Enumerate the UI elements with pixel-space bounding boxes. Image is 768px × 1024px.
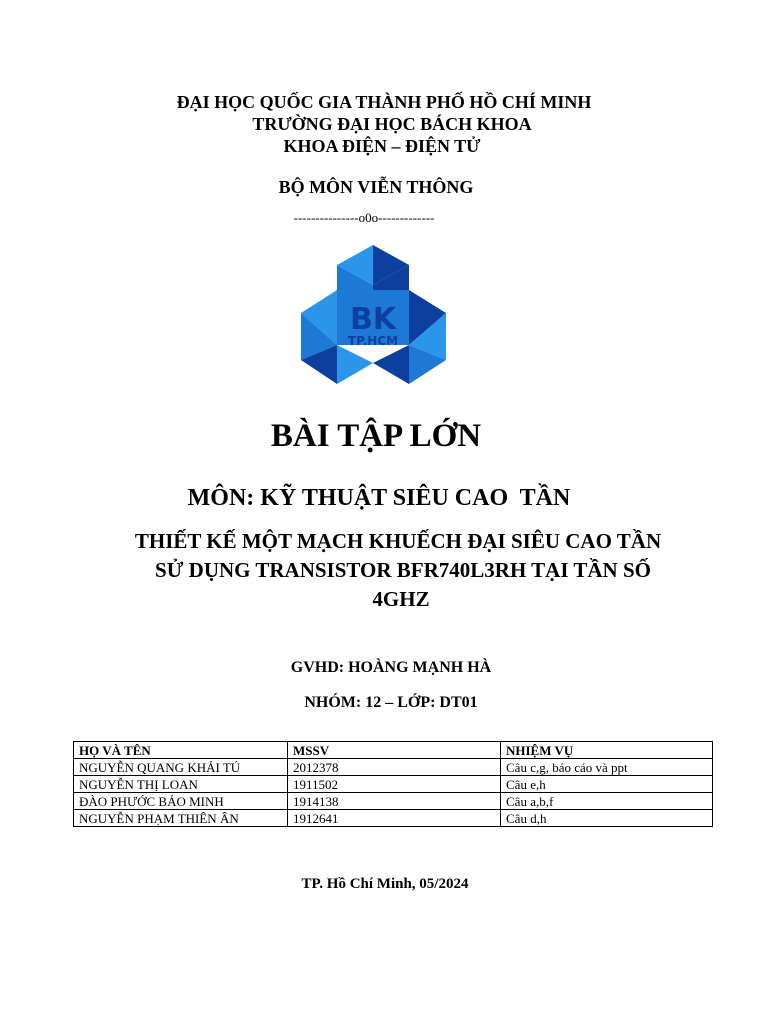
member-student-id: 1912641 xyxy=(288,810,501,827)
department-name: BỘ MÔN VIỄN THÔNG xyxy=(278,177,474,197)
member-name: ĐÀO PHƯỚC BẢO MINH xyxy=(74,793,288,810)
header-task: NHIỆM VỤ xyxy=(501,742,713,759)
table-row xyxy=(74,793,713,810)
topic-line-3: 4GHZ xyxy=(372,587,430,611)
table-row xyxy=(74,810,713,827)
header-name: HỌ VÀ TÊN xyxy=(74,742,288,759)
logo-text-main: BK xyxy=(349,302,397,337)
advisor: GVHD: HOÀNG MẠNH HÀ xyxy=(290,659,492,676)
logo-bottom-left-light xyxy=(337,345,373,384)
member-task: Câu d,h xyxy=(501,810,713,827)
logo-bottom-right-dark xyxy=(373,345,409,384)
table-row xyxy=(74,759,713,776)
subject-title: MÔN: KỸ THUẬT SIÊU CAO TẦN xyxy=(187,485,571,511)
member-task: Câu e,h xyxy=(501,776,713,793)
group-class: NHÓM: 12 – LỚP: DT01 xyxy=(304,694,478,711)
member-task: Câu c,g, báo cáo và ppt xyxy=(501,759,713,776)
member-task: Câu a,b,f xyxy=(501,793,713,810)
member-student-id: 1911502 xyxy=(288,776,501,793)
member-student-id: 1914138 xyxy=(288,793,501,810)
bk-logo xyxy=(301,245,446,384)
member-name: NGUYỄN QUANG KHẢI TÚ xyxy=(74,759,288,776)
school-name: TRƯỜNG ĐẠI HỌC BÁCH KHOA xyxy=(252,114,532,134)
members-table xyxy=(73,741,713,827)
place-date: TP. Hồ Chí Minh, 05/2024 xyxy=(301,876,469,892)
member-name: NGUYỄN PHẠM THIÊN ÂN xyxy=(74,810,288,827)
member-student-id: 2012378 xyxy=(288,759,501,776)
table-header-row xyxy=(74,742,713,759)
member-name: NGUYỄN THỊ LOAN xyxy=(74,776,288,793)
topic-line-1: THIẾT KẾ MỘT MẠCH KHUẾCH ĐẠI SIÊU CAO TẦN xyxy=(134,529,662,553)
header-student-id: MSSV xyxy=(288,742,501,759)
table-row xyxy=(74,776,713,793)
main-title: BÀI TẬP LỚN xyxy=(270,418,482,454)
topic-line-2: SỬ DỤNG TRANSISTOR BFR740L3RH TẠI TẦN SỐ xyxy=(155,558,651,582)
separator: ---------------o0o------------- xyxy=(293,210,435,225)
faculty-name: KHOA ĐIỆN – ĐIỆN TỬ xyxy=(283,136,481,156)
university-name: ĐẠI HỌC QUỐC GIA THÀNH PHỐ HỒ CHÍ MINH xyxy=(176,92,592,112)
logo-text-sub: TP.HCM xyxy=(347,334,399,348)
